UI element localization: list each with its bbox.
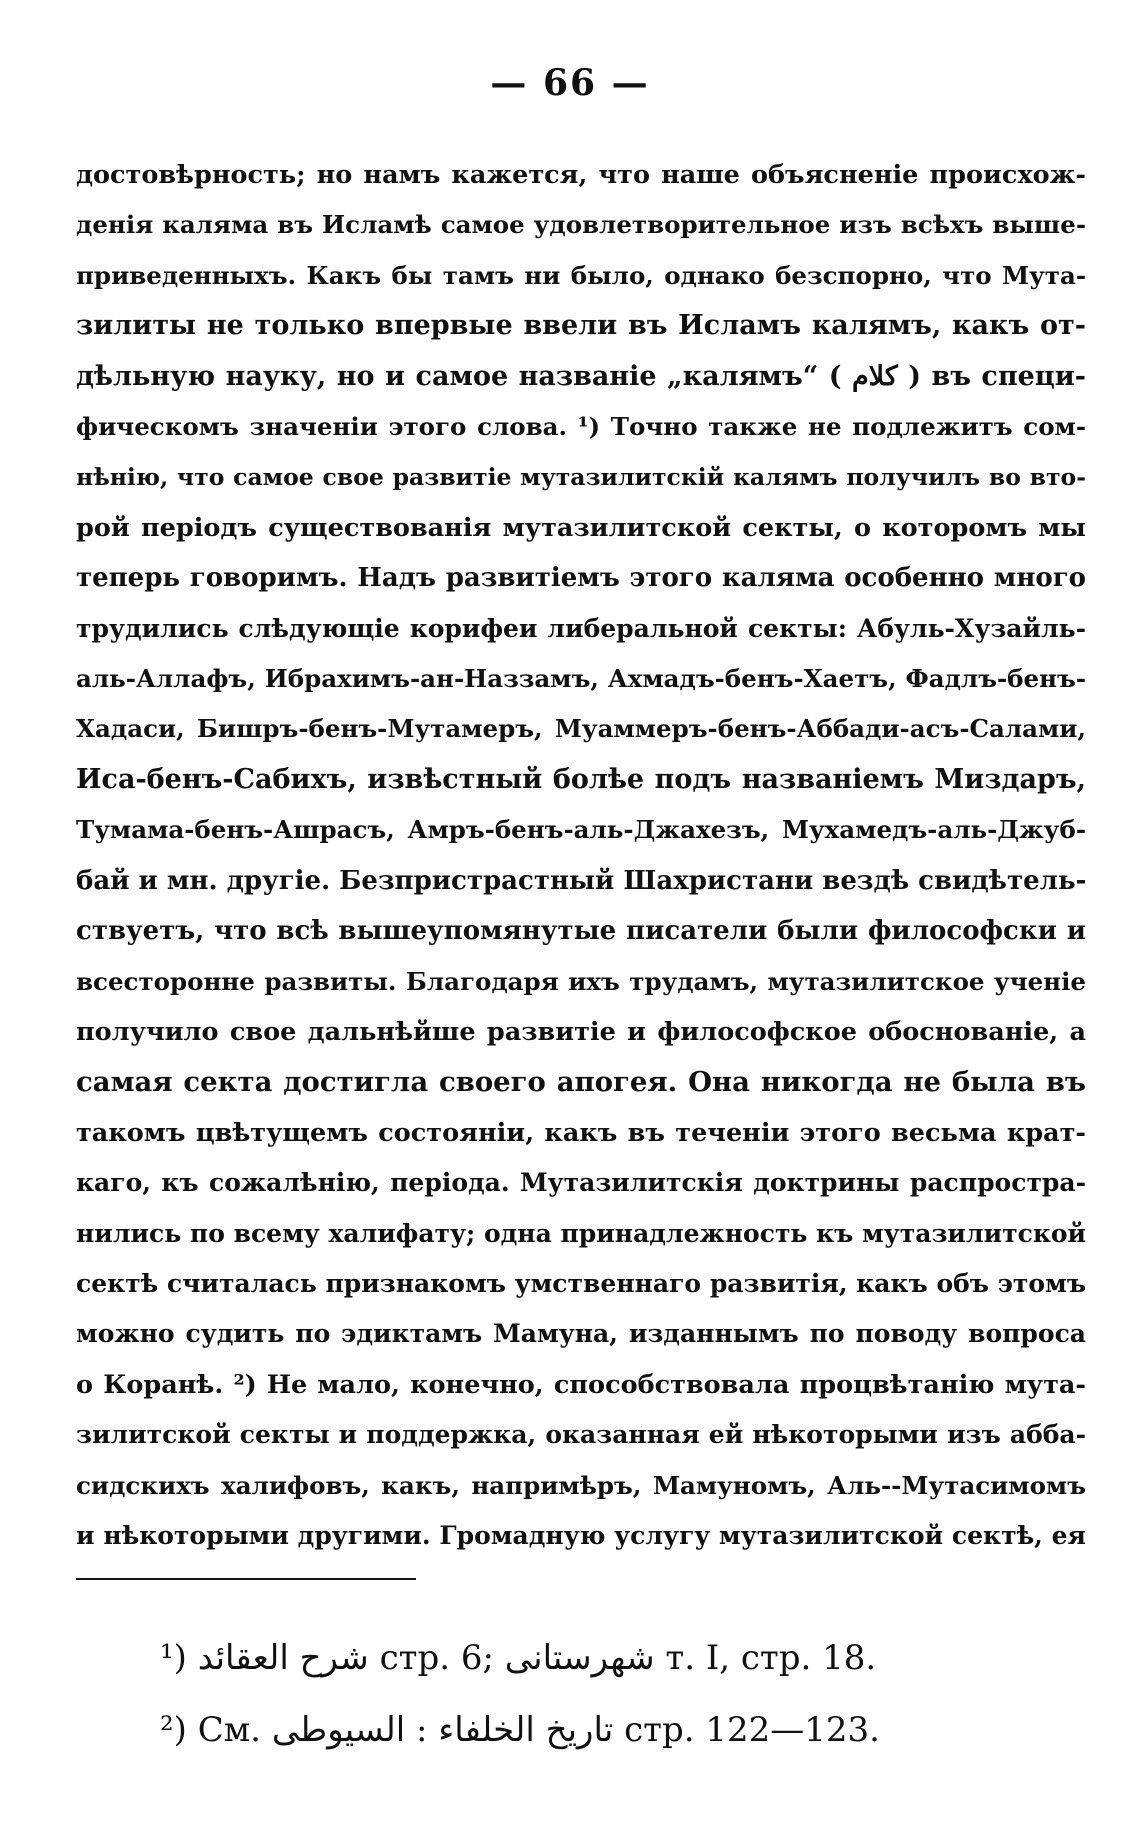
text-line: такомъ цвѣтущемъ состояніи, какъ въ теченіи этого весьма крат- [76, 1117, 1086, 1148]
text-line: теперь говоримъ. Надъ развитіемъ этого каляма особенно много [76, 563, 1086, 594]
text-line: о Коранѣ. ²) Не мало, конечно, способствовала процвѣтанію мута- [76, 1369, 1086, 1400]
text-line: денія каляма въ Исламѣ самое удовлетворительное изъ всѣхъ выше- [76, 210, 1086, 240]
text-line: зилиты не только впервые ввели въ Исламъ калямъ, какъ от- [76, 310, 1086, 342]
footnote-1-arabic-title: شرح العقائد [197, 1638, 369, 1678]
text-line: Тумама-бенъ-Ашрасъ, Амръ-бенъ-аль-Джахезъ, Мухамедъ-аль-Джуб- [76, 815, 1086, 845]
text-line: всесторонне развиты. Благодаря ихъ трудамъ, мутазилитское ученіе [76, 966, 1086, 996]
text-line: можно судить по эдиктамъ Мамуна, изданнымъ по поводу вопроса [76, 1319, 1086, 1349]
footnote-1-arabic-author: شهرستانى [504, 1638, 655, 1678]
footnote-1-text: стр. 6; [379, 1638, 494, 1678]
text-line: самая секта достигла своего апогея. Она никогда не была въ [76, 1066, 1086, 1099]
footnote-2-arabic-title: تاريخ الخلفاء [438, 1710, 614, 1750]
footnote-2 [160, 1694, 1020, 1766]
footnote-2-mark: ²) [160, 1710, 187, 1750]
footnote-1-mark: ¹) [160, 1638, 187, 1678]
text-line: каго, къ сожалѣнію, періода. Мутазилитскія доктрины распростра- [76, 1168, 1086, 1198]
text-line: ствуетъ, что всѣ вышеупомянутые писатели были философски и [76, 916, 1086, 947]
footnote-divider [76, 1578, 416, 1580]
text-line: фическомъ значеніи этого слова. ¹) Точно также не подлежитъ сом- [76, 412, 1086, 442]
text-line: аль-Аллафъ, Ибрахимъ-ан-Наззамъ, Ахмадъ-бенъ-Хаетъ, Фадлъ-бенъ- [76, 664, 1086, 694]
main-text [76, 150, 1086, 1561]
text-line: Иса-бенъ-Сабихъ, извѣстный болѣе подъ названіемъ Миздаръ, [76, 763, 1086, 795]
text-line: Хадаси, Бишръ-бенъ-Мутамеръ, Муаммеръ-бенъ-Аббади-асъ-Салами, [76, 714, 1086, 744]
text-line: сектѣ считалась признакомъ умственнаго развитія, какъ объ этомъ [76, 1268, 1086, 1298]
text-line: рой періодъ существованія мутазилитской секты, о которомъ мы [76, 512, 1086, 543]
text-line: нѣнію, что самое свое развитіе мутазилитскій калямъ получилъ во вто- [76, 463, 1086, 492]
footnote-1-text-2: т. I, стр. 18. [665, 1638, 877, 1678]
text-line: бай и мн. другіе. Безпристрастный Шахристани вездѣ свидѣтель- [76, 865, 1087, 896]
footnote-2-arabic-author: السيوطى [271, 1710, 406, 1750]
text-line: трудились слѣдующіе корифеи либеральной секты: Абуль-Хузайль- [76, 613, 1086, 643]
footnote-2-prefix: См. [197, 1710, 261, 1750]
footnotes [160, 1622, 1020, 1766]
footnote-2-text: стр. 122—123. [624, 1710, 880, 1750]
text-line: приведенныхъ. Какъ бы тамъ ни было, однако безспорно, что Мута- [76, 260, 1086, 290]
text-line: достовѣрность; но намъ кажется, что наше объясненіе происхож- [76, 160, 1086, 190]
footnote-2-separator: : [416, 1710, 428, 1750]
text-line: дѣльную науку, но и самое названіе „калямъ“ ( كلام ) въ специ- [76, 360, 1086, 392]
text-line: нились по всему халифату; одна принадлежность къ мутазилитской [76, 1218, 1087, 1248]
text-line: сидскихъ халифовъ, какъ, напримѣръ, Мамуномъ, Аль--Мутасимомъ [76, 1470, 1086, 1500]
text-line: зилитской секты и поддержка, оказанная ей нѣкоторыми изъ абба- [76, 1420, 1086, 1450]
text-line: получило свое дальнѣйше развитіе и философское обоснованіе, а [76, 1016, 1086, 1047]
page-number: — 66 — [490, 62, 650, 104]
text-line: и нѣкоторыми другими. Громадную услугу мутазилитской сектѣ, ея [76, 1520, 1086, 1550]
footnote-1 [160, 1622, 1020, 1694]
